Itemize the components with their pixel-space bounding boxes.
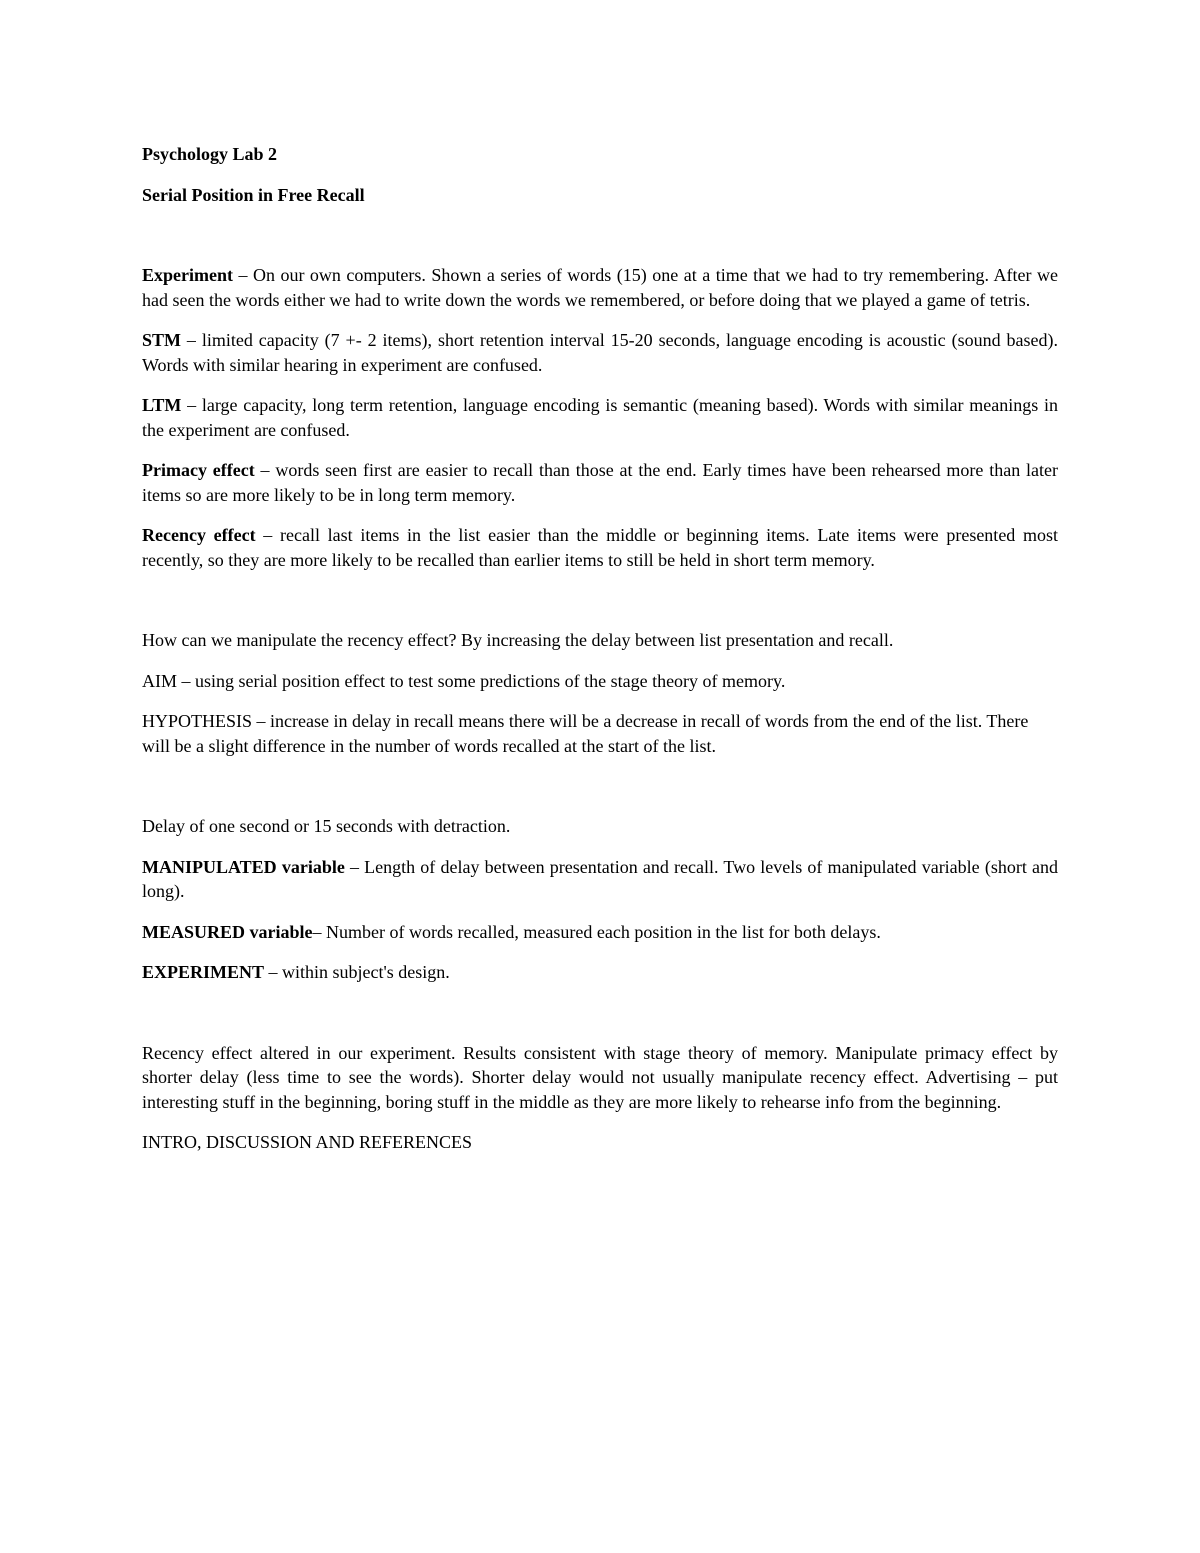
definition-term: LTM <box>142 395 182 415</box>
variable-term: MEASURED variable <box>142 921 313 942</box>
definition-experiment <box>142 263 1058 312</box>
definition-text: – words seen first are easier to recall than those at the end. Early times have been rehearsed more than later items so are more likely to be in long term memory. <box>142 460 1058 505</box>
definition-primacy-effect <box>142 458 1058 507</box>
definition-ltm <box>142 393 1058 442</box>
definition-recency-effect <box>142 523 1058 572</box>
definition-text: – limited capacity (7 +- 2 items), short retention interval 15-20 seconds, language encoding is acoustic (sound based). Words with similar hearing in experiment are confused. <box>142 330 1058 375</box>
definition-text: – large capacity, long term retention, language encoding is semantic (meaning based). Words with similar meanings in the experiment are confused. <box>142 395 1058 440</box>
definition-stm <box>142 328 1058 377</box>
variable-term: EXPERIMENT <box>142 962 265 982</box>
definition-term: Recency effect <box>142 525 256 545</box>
variable-text: – Length of delay between presentation and recall. Two levels of manipulated variable (short and long). <box>142 856 1058 901</box>
experiment-design <box>142 960 1058 985</box>
definition-term: Primacy effect <box>142 460 255 480</box>
definition-term: Experiment <box>142 265 233 285</box>
discussion-summary: Recency effect altered in our experiment. Results consistent with stage theory of memory. Manipulate primacy effect by shorter delay (less time to see the words). Shorter delay would not usually manipulate recency effect. Advertising – put interesting stuff in the beginning, boring stuff in the middle as they are more likely to rehearse info from the beginning. <box>142 1042 1058 1112</box>
document-title: Psychology Lab 2 <box>142 144 278 164</box>
definition-term: STM <box>142 330 182 350</box>
variable-text: – within subject's design. <box>264 962 450 982</box>
definition-text: – On our own computers. Shown a series of words (15) one at a time that we had to try remembering. After we had seen the words either we had to write down the words we remembered, or before doing that we played a game of tetris. <box>142 265 1058 310</box>
variable-term: MANIPULATED variable <box>142 856 345 877</box>
document-subtitle: Serial Position in Free Recall <box>142 184 365 205</box>
definition-text: – recall last items in the list easier than the middle or beginning items. Late items were presented most recently, so they are more likely to be recalled than earlier items to still be held in short term memory. <box>142 525 1058 570</box>
research-question: How can we manipulate the recency effect? By increasing the delay between list presentation and recall. <box>142 630 894 650</box>
manipulated-variable <box>142 855 1058 904</box>
document-content <box>142 142 1058 1171</box>
hypothesis-statement: HYPOTHESIS – increase in delay in recall means there will be a decrease in recall of words from the end of the list. There will be a slight difference in the number of words recalled at the start of the list. <box>142 711 1029 756</box>
delay-statement: Delay of one second or 15 seconds with detraction. <box>142 816 511 836</box>
measured-variable <box>142 920 1058 945</box>
variable-text: – Number of words recalled, measured each position in the list for both delays. <box>312 921 881 942</box>
todo-sections: INTRO, DISCUSSION AND REFERENCES <box>142 1132 473 1152</box>
aim-statement: AIM – using serial position effect to test some predictions of the stage theory of memory. <box>142 670 786 691</box>
